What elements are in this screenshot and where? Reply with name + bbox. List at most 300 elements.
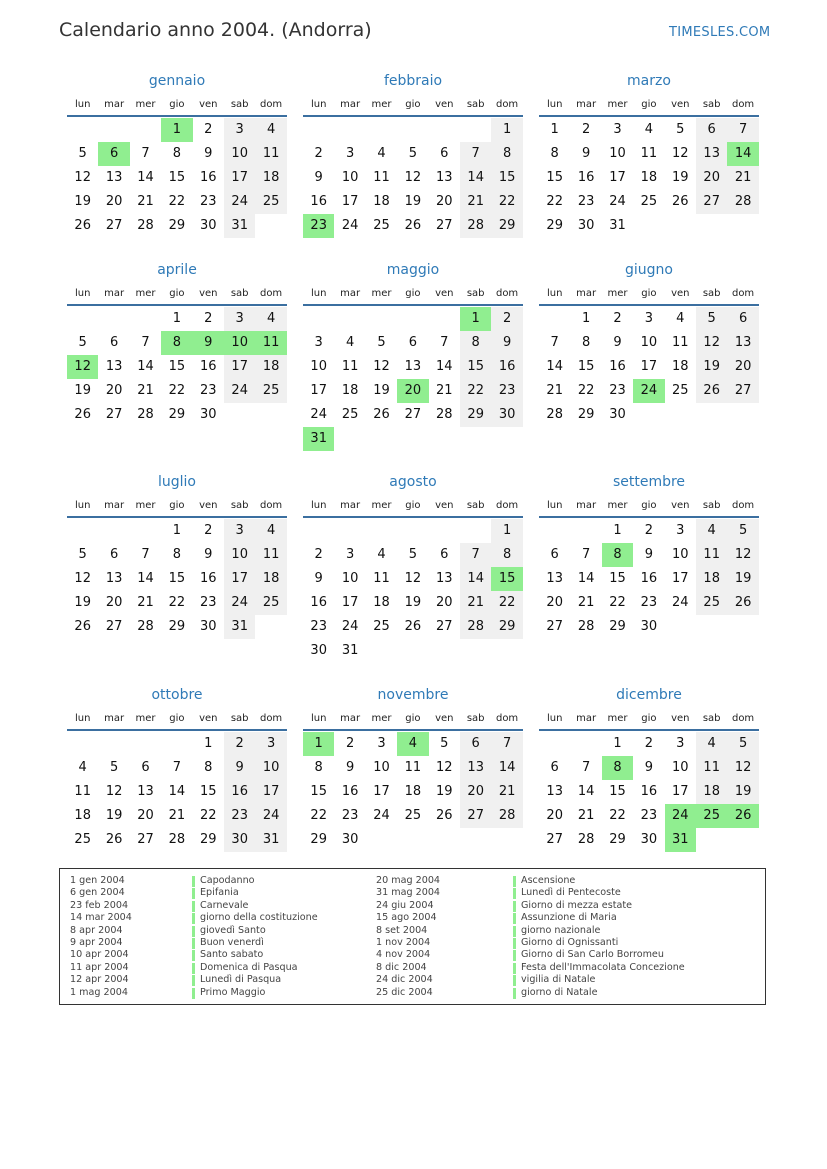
legend-names-column	[521, 875, 685, 999]
legend-date: 1 mag 2004	[70, 986, 128, 998]
day-cell: 8	[491, 543, 522, 567]
legend-date: 31 mag 2004	[376, 887, 441, 899]
day-cell: 4	[255, 307, 286, 331]
weekday-label: ven	[435, 99, 454, 110]
day-cell: 24	[255, 804, 286, 828]
day-cell: 23	[200, 194, 217, 209]
weekday-label: mer	[607, 500, 628, 511]
legend-names-column	[200, 875, 318, 999]
day-cell: 23	[224, 804, 255, 828]
month-header-rule	[67, 516, 287, 518]
day-cell: 27	[137, 832, 154, 847]
month-header-rule	[67, 729, 287, 731]
legend-date: 8 dic 2004	[376, 961, 427, 973]
weekday-label: mer	[135, 500, 156, 511]
day-cell: 30	[491, 403, 522, 427]
weekday-label: mar	[576, 713, 597, 724]
day-cell: 6	[550, 760, 559, 775]
holiday-day-cell: 12	[67, 355, 98, 379]
weekday-label: gio	[169, 713, 185, 724]
day-cell: 30	[200, 407, 217, 422]
legend-date: 24 giu 2004	[376, 899, 434, 911]
weekday-label: sab	[702, 500, 721, 511]
day-cell: 13	[105, 170, 123, 185]
day-cell: 20	[436, 595, 453, 610]
weekday-label: sab	[466, 288, 485, 299]
holiday-day-cell: 8	[161, 331, 192, 355]
legend-holiday-marker	[513, 975, 516, 986]
day-cell: 19	[373, 383, 390, 398]
day-cell: 7	[440, 335, 449, 350]
day-cell: 27	[727, 379, 758, 403]
day-cell: 4	[377, 547, 386, 562]
day-cell: 29	[577, 407, 595, 422]
legend-date: 9 apr 2004	[70, 936, 123, 948]
day-cell: 5	[696, 307, 727, 331]
holiday-day-cell: 24	[665, 804, 696, 828]
day-cell: 21	[460, 591, 491, 615]
weekday-label: gio	[405, 500, 421, 511]
day-cell: 23	[609, 383, 626, 398]
day-cell: 9	[314, 571, 323, 586]
day-cell: 17	[224, 567, 255, 591]
day-cell: 1	[172, 311, 182, 326]
day-cell: 17	[341, 194, 359, 209]
legend-holiday-name: Carnevale	[200, 899, 249, 911]
legend-holiday-marker	[192, 926, 195, 937]
day-cell: 3	[255, 732, 286, 756]
day-cell: 3	[224, 519, 255, 543]
day-cell: 1	[491, 118, 522, 142]
day-cell: 14	[460, 567, 491, 591]
day-cell: 4	[78, 760, 87, 775]
day-cell: 27	[696, 190, 727, 214]
legend-holiday-marker	[192, 988, 195, 999]
month-header-rule	[303, 516, 523, 518]
weekday-label: mar	[104, 713, 125, 724]
day-cell: 18	[696, 567, 727, 591]
weekday-label: lun	[310, 713, 327, 724]
day-cell: 8	[491, 142, 522, 166]
month-name: gennaio	[148, 73, 206, 89]
day-cell: 6	[460, 732, 491, 756]
day-cell: 28	[436, 407, 453, 422]
day-cell: 25	[255, 591, 286, 615]
weekday-label: mar	[576, 288, 597, 299]
day-cell: 29	[609, 832, 626, 847]
day-cell: 21	[460, 190, 491, 214]
day-cell: 23	[341, 808, 359, 823]
day-cell: 12	[696, 331, 727, 355]
day-cell: 22	[546, 194, 563, 209]
day-cell: 9	[581, 146, 591, 161]
day-cell: 4	[255, 118, 286, 142]
day-cell: 10	[373, 760, 390, 775]
day-cell: 29	[460, 403, 491, 427]
day-cell: 22	[200, 808, 217, 823]
day-cell: 13	[404, 359, 422, 374]
day-cell: 21	[168, 808, 186, 823]
day-cell: 8	[550, 146, 559, 161]
day-cell: 28	[137, 407, 154, 422]
holiday-day-cell: 23	[303, 214, 334, 238]
day-cell: 5	[78, 547, 87, 562]
day-cell: 18	[255, 355, 286, 379]
day-cell: 10	[609, 146, 626, 161]
day-cell: 7	[172, 760, 182, 775]
day-cell: 29	[491, 214, 522, 238]
day-cell: 23	[200, 383, 217, 398]
day-cell: 3	[676, 523, 685, 538]
day-cell: 5	[377, 335, 386, 350]
day-cell: 25	[255, 379, 286, 403]
day-cell: 15	[491, 166, 522, 190]
weekday-label: mar	[576, 500, 597, 511]
page-title: Calendario anno 2004. (Andorra)	[59, 19, 372, 41]
legend-holiday-marker	[192, 888, 195, 899]
weekday-label: lun	[546, 500, 563, 511]
day-cell: 21	[577, 595, 595, 610]
weekday-label: mar	[104, 500, 125, 511]
day-cell: 22	[577, 383, 595, 398]
legend-date: 15 ago 2004	[376, 912, 437, 924]
day-cell: 9	[613, 335, 622, 350]
weekday-label: dom	[495, 713, 519, 724]
day-cell: 17	[224, 166, 255, 190]
weekday-label: dom	[259, 500, 283, 511]
day-cell: 15	[546, 170, 563, 185]
weekday-label: mer	[607, 713, 628, 724]
weekday-label: gio	[641, 288, 657, 299]
day-cell: 26	[74, 407, 91, 422]
day-cell: 12	[672, 146, 689, 161]
day-cell: 20	[460, 780, 491, 804]
weekday-label: lun	[546, 288, 563, 299]
day-cell: 27	[404, 407, 422, 422]
day-cell: 24	[341, 218, 359, 233]
legend-holiday-name: Giorno di San Carlo Borromeu	[521, 949, 664, 961]
month-name: maggio	[386, 262, 440, 278]
month-name: giugno	[625, 262, 673, 278]
day-cell: 29	[168, 218, 186, 233]
weekday-label: ven	[435, 288, 454, 299]
weekday-label: lun	[74, 99, 91, 110]
day-cell: 18	[640, 170, 658, 185]
day-cell: 28	[577, 832, 595, 847]
day-cell: 18	[696, 780, 727, 804]
weekday-label: mer	[371, 99, 392, 110]
day-cell: 22	[310, 808, 327, 823]
day-cell: 2	[204, 523, 213, 538]
day-cell: 16	[609, 359, 626, 374]
weekday-label: lun	[546, 713, 563, 724]
day-cell: 23	[640, 808, 658, 823]
holiday-day-cell: 31	[665, 828, 696, 852]
day-cell: 13	[436, 170, 453, 185]
day-cell: 7	[460, 543, 491, 567]
weekday-label: sab	[702, 713, 721, 724]
legend-dates-column	[376, 875, 440, 999]
day-cell: 4	[644, 122, 654, 137]
weekday-label: dom	[731, 288, 755, 299]
month-name: settembre	[612, 474, 686, 490]
weekday-label: sab	[702, 99, 721, 110]
day-cell: 23	[577, 194, 595, 209]
month-header-rule	[539, 304, 759, 306]
day-cell: 10	[341, 571, 359, 586]
legend-date: 1 nov 2004	[376, 936, 431, 948]
day-cell: 28	[460, 214, 491, 238]
day-cell: 24	[224, 190, 255, 214]
day-cell: 26	[404, 218, 422, 233]
day-cell: 29	[168, 619, 186, 634]
day-cell: 8	[460, 331, 491, 355]
legend-holiday-name: Domenica di Pasqua	[200, 961, 298, 973]
month-header-rule	[303, 729, 523, 731]
weekday-label: ven	[199, 288, 218, 299]
weekday-label: gio	[641, 713, 657, 724]
legend-holiday-name: Buon venerdì	[200, 936, 264, 948]
day-cell: 4	[255, 519, 286, 543]
legend-holiday-name: giovedì Santo	[200, 924, 266, 936]
day-cell: 5	[109, 760, 119, 775]
legend-date: 23 feb 2004	[70, 899, 129, 911]
day-cell: 19	[74, 383, 91, 398]
day-cell: 6	[550, 547, 559, 562]
day-cell: 16	[310, 194, 327, 209]
day-cell: 17	[672, 784, 689, 799]
legend-date: 25 dic 2004	[376, 986, 433, 998]
month-name: agosto	[389, 474, 437, 490]
day-cell: 5	[727, 519, 758, 543]
legend-holiday-name: Festa dell'Immacolata Concezione	[521, 961, 685, 973]
legend-holiday-marker	[192, 963, 195, 974]
holiday-day-cell: 14	[727, 142, 758, 166]
day-cell: 14	[460, 166, 491, 190]
day-cell: 13	[436, 571, 453, 586]
holiday-day-cell: 1	[303, 732, 334, 756]
day-cell: 11	[404, 760, 422, 775]
weekday-label: lun	[74, 288, 91, 299]
weekday-label: sab	[230, 713, 249, 724]
holiday-day-cell: 15	[491, 567, 522, 591]
day-cell: 28	[168, 832, 186, 847]
day-cell: 19	[727, 567, 758, 591]
legend-holiday-name: Capodanno	[200, 875, 255, 886]
day-cell: 3	[613, 122, 622, 137]
day-cell: 18	[672, 359, 689, 374]
day-cell: 18	[74, 808, 91, 823]
day-cell: 4	[696, 519, 727, 543]
day-cell: 21	[577, 808, 595, 823]
day-cell: 24	[373, 808, 390, 823]
day-cell: 15	[609, 571, 626, 586]
day-cell: 27	[105, 619, 123, 634]
legend-date: 1 gen 2004	[70, 875, 125, 886]
day-cell: 12	[74, 170, 91, 185]
day-cell: 9	[204, 146, 213, 161]
day-cell: 10	[672, 547, 689, 562]
weekday-label: mer	[371, 713, 392, 724]
holiday-day-cell: 1	[460, 307, 491, 331]
day-cell: 8	[172, 547, 182, 562]
day-cell: 5	[78, 335, 87, 350]
day-cell: 2	[644, 736, 654, 751]
day-cell: 12	[436, 760, 453, 775]
day-cell: 29	[200, 832, 217, 847]
day-cell: 17	[640, 359, 658, 374]
weekday-label: lun	[546, 99, 563, 110]
month-header-rule	[539, 729, 759, 731]
day-cell: 24	[224, 591, 255, 615]
day-cell: 20	[727, 355, 758, 379]
day-cell: 27	[105, 218, 123, 233]
day-cell: 11	[696, 756, 727, 780]
day-cell: 4	[377, 146, 386, 161]
month-header-rule	[539, 516, 759, 518]
day-cell: 20	[546, 808, 563, 823]
day-cell: 30	[609, 407, 626, 422]
day-cell: 25	[373, 218, 390, 233]
weekday-label: mer	[607, 288, 628, 299]
holiday-day-cell: 24	[633, 379, 664, 403]
weekday-label: mer	[607, 99, 628, 110]
holiday-day-cell: 1	[161, 118, 192, 142]
day-cell: 28	[577, 619, 595, 634]
day-cell: 10	[224, 543, 255, 567]
day-cell: 26	[696, 379, 727, 403]
weekday-label: sab	[466, 713, 485, 724]
day-cell: 15	[168, 359, 186, 374]
day-cell: 25	[74, 832, 91, 847]
day-cell: 1	[550, 122, 559, 137]
day-cell: 14	[137, 571, 154, 586]
day-cell: 14	[137, 359, 154, 374]
day-cell: 5	[78, 146, 87, 161]
day-cell: 27	[546, 619, 563, 634]
legend-date: 10 apr 2004	[70, 949, 129, 961]
day-cell: 1	[172, 523, 182, 538]
weekday-label: ven	[671, 500, 690, 511]
weekday-label: ven	[199, 99, 218, 110]
legend-holiday-marker	[513, 901, 516, 912]
legend-date: 20 mag 2004	[376, 875, 441, 886]
day-cell: 28	[491, 804, 522, 828]
day-cell: 18	[373, 194, 390, 209]
weekday-label: gio	[641, 500, 657, 511]
holiday-day-cell: 6	[98, 142, 129, 166]
day-cell: 21	[137, 383, 154, 398]
day-cell: 26	[727, 591, 758, 615]
weekday-label: gio	[169, 500, 185, 511]
month-name: novembre	[377, 687, 449, 703]
day-cell: 13	[696, 142, 727, 166]
weekday-label: ven	[199, 500, 218, 511]
day-cell: 16	[640, 784, 658, 799]
day-cell: 8	[172, 146, 182, 161]
day-cell: 21	[727, 166, 758, 190]
legend-holiday-marker	[513, 963, 516, 974]
day-cell: 16	[310, 595, 327, 610]
weekday-label: gio	[169, 288, 185, 299]
day-cell: 28	[727, 190, 758, 214]
day-cell: 8	[204, 760, 213, 775]
month-header-rule	[67, 115, 287, 117]
legend-holiday-name: vigilia di Natale	[521, 974, 596, 986]
day-cell: 1	[613, 523, 622, 538]
month-name: aprile	[157, 262, 197, 278]
day-cell: 5	[408, 146, 418, 161]
weekday-label: dom	[259, 288, 283, 299]
weekday-label: mar	[104, 99, 125, 110]
day-cell: 7	[550, 335, 559, 350]
weekday-label: mar	[340, 713, 361, 724]
day-cell: 6	[696, 118, 727, 142]
day-cell: 25	[341, 407, 359, 422]
holiday-day-cell: 8	[602, 756, 633, 780]
day-cell: 9	[314, 170, 323, 185]
day-cell: 11	[341, 359, 359, 374]
day-cell: 2	[581, 122, 591, 137]
day-cell: 24	[609, 194, 626, 209]
day-cell: 4	[676, 311, 685, 326]
day-cell: 26	[373, 407, 390, 422]
day-cell: 4	[696, 732, 727, 756]
day-cell: 16	[224, 780, 255, 804]
day-cell: 11	[640, 146, 658, 161]
day-cell: 6	[440, 547, 449, 562]
day-cell: 15	[460, 355, 491, 379]
legend-holiday-name: Lunedì di Pentecoste	[521, 887, 621, 899]
weekday-label: dom	[495, 288, 519, 299]
day-cell: 22	[491, 591, 522, 615]
weekday-label: gio	[405, 713, 421, 724]
day-cell: 5	[727, 732, 758, 756]
month-name: febbraio	[383, 73, 443, 89]
brand-link[interactable]: TIMESLES.COM	[669, 25, 771, 40]
weekday-label: dom	[495, 500, 519, 511]
day-cell: 18	[255, 567, 286, 591]
legend-holiday-marker	[513, 938, 516, 949]
day-cell: 11	[672, 335, 689, 350]
day-cell: 5	[440, 736, 449, 751]
weekday-label: sab	[466, 500, 485, 511]
legend-holiday-name: Epifania	[200, 887, 239, 899]
day-cell: 1	[204, 736, 213, 751]
holiday-day-cell: 25	[696, 804, 727, 828]
day-cell: 30	[310, 643, 327, 658]
legend-holiday-name: Assunzione di Maria	[521, 912, 617, 924]
day-cell: 8	[314, 760, 323, 775]
day-cell: 10	[224, 142, 255, 166]
legend-holiday-marker	[513, 888, 516, 899]
weekday-label: mar	[104, 288, 125, 299]
weekday-label: lun	[310, 500, 327, 511]
weekday-label: dom	[259, 713, 283, 724]
day-cell: 14	[491, 756, 522, 780]
weekday-label: gio	[641, 99, 657, 110]
day-cell: 7	[141, 146, 150, 161]
day-cell: 3	[345, 146, 355, 161]
day-cell: 6	[141, 760, 150, 775]
month-header-rule	[303, 115, 523, 117]
day-cell: 7	[141, 547, 150, 562]
legend-holiday-name: Ascensione	[521, 875, 576, 886]
day-cell: 26	[105, 832, 123, 847]
day-cell: 18	[255, 166, 286, 190]
legend-holiday-marker	[192, 901, 195, 912]
day-cell: 22	[168, 194, 186, 209]
